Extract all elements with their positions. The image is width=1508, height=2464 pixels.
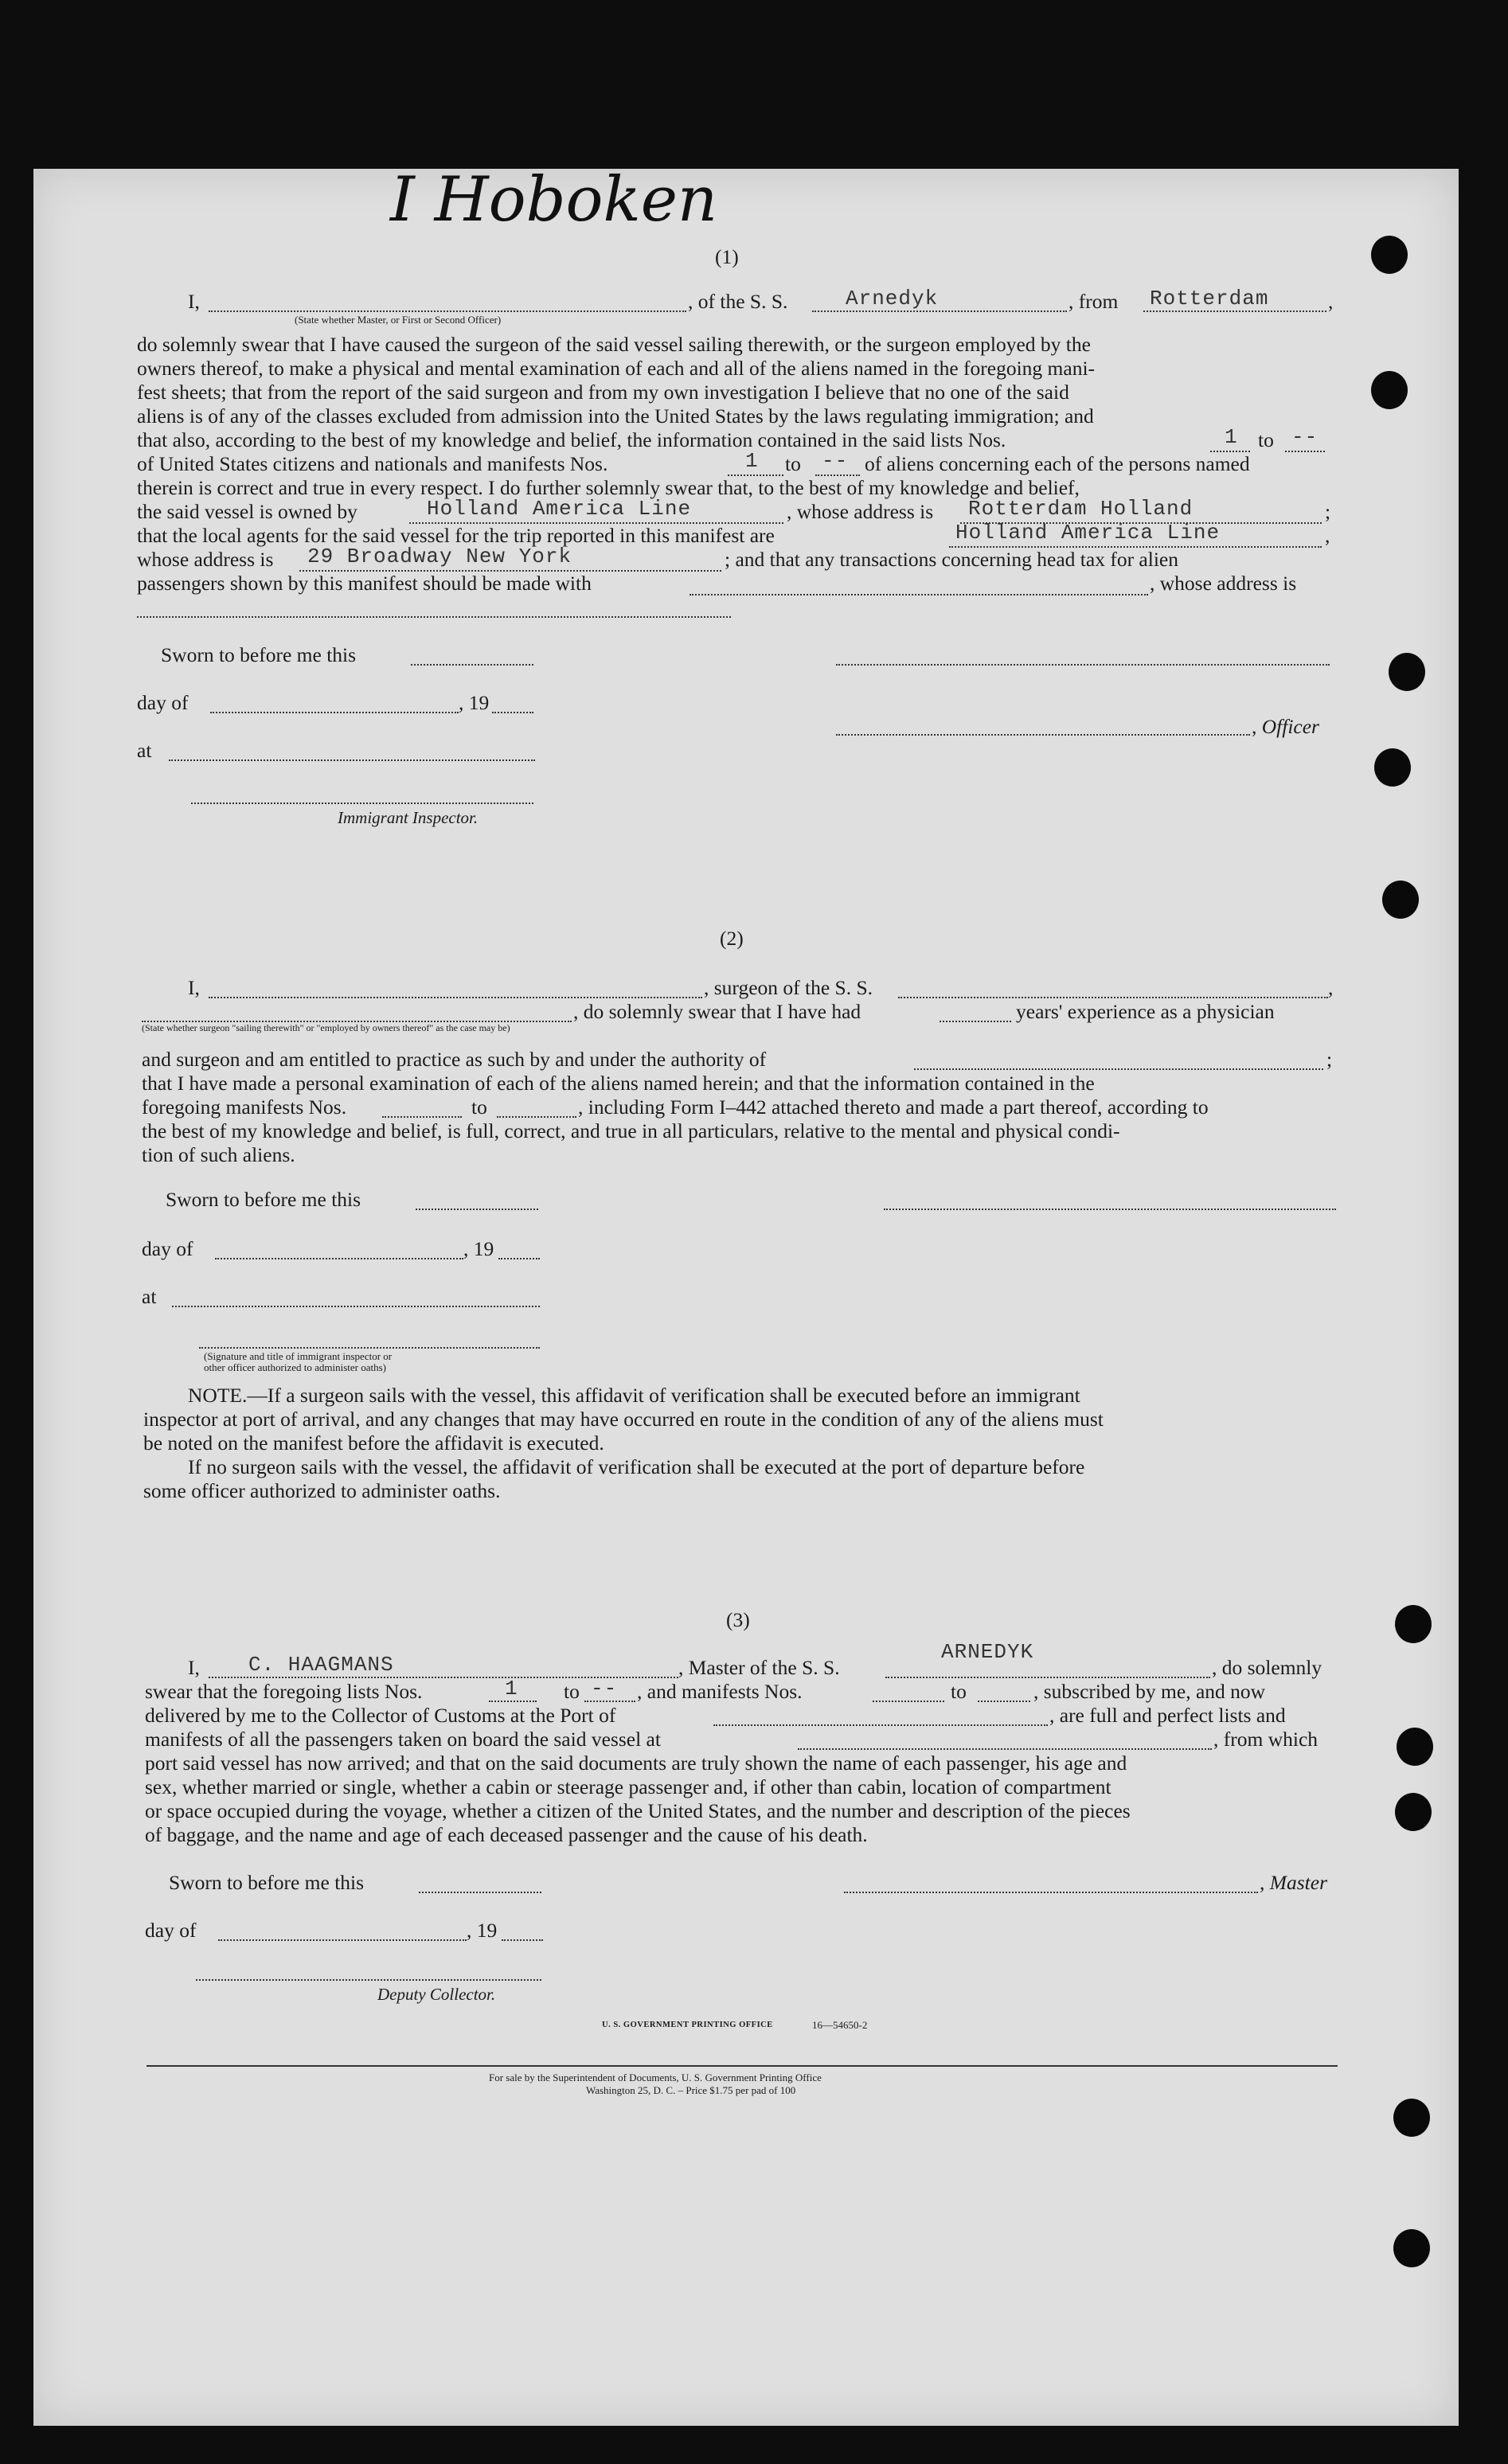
s1-vessel-line (812, 310, 1067, 312)
s2-inspector-sig-line (199, 1347, 540, 1349)
s1-intro-i: I, (188, 290, 200, 313)
s2-authority-line (914, 1068, 1323, 1070)
s1-to-2: to (785, 452, 801, 475)
s1-owner: Holland America Line (427, 497, 692, 521)
s3-day-line (218, 1939, 467, 1941)
punch-hole (1397, 1728, 1433, 1766)
s2-day-of: day of (142, 1237, 193, 1260)
s3-master-sig-line (844, 1892, 1258, 1893)
s3-port-line (713, 1724, 1048, 1726)
s1-officer-sig-line-2 (836, 734, 1250, 736)
s2-manifests-to-line (497, 1116, 576, 1118)
s3-line-3: delivered by me to the Collector of Customs at the Port of (145, 1704, 616, 1727)
s2-at-line (172, 1306, 540, 1307)
s1-semicolon: ; (1325, 500, 1331, 523)
s2-line-5: foregoing manifests Nos. (142, 1095, 347, 1119)
punch-hole (1371, 371, 1408, 409)
s3-intro-i: I, (188, 1656, 200, 1679)
s3-solemnly: , do solemnly (1212, 1656, 1322, 1679)
s2-sig-line (884, 1209, 1336, 1210)
s2-day-line (215, 1258, 463, 1259)
s1-port-line (1143, 310, 1326, 312)
s1-day-of: day of (137, 691, 189, 714)
s1-line-5: that also, according to the best of my knowledge and belief, the information contained in the said lists Nos. (137, 428, 1006, 451)
s3-line-2c: , subscribed by me, and now (1033, 1680, 1266, 1703)
s3-to-2: to (951, 1680, 967, 1703)
s3-line-6: sex, whether married or single, whether a cabin or steerage passenger and, if other than cabin, location of compartment (145, 1775, 1111, 1798)
s3-day-of: day of (145, 1919, 197, 1942)
s3-sworn-line (419, 1892, 541, 1893)
s2-comma: , (1328, 976, 1334, 999)
footer-gpo: U. S. GOVERNMENT PRINTING OFFICE (602, 2021, 773, 2029)
s1-line-4: aliens is of any of the classes excluded from admission into the United States by the laws regulating immigration; and (137, 404, 1094, 428)
s3-line-3b: , are full and perfect lists and (1049, 1704, 1286, 1727)
s1-head-tax-address-line (137, 616, 731, 618)
s2-line-4: that I have made a personal examination of each of the aliens named herein; and that the information contained in the (142, 1072, 1095, 1095)
s1-owner-address: Rotterdam Holland (968, 497, 1194, 521)
s2-swear: , do solemnly swear that I have had (573, 1000, 861, 1023)
s1-at-line (169, 760, 535, 761)
s2-note-1: NOTE.—If a surgeon sails with the vessel, this affidavit of verification shall be executed before an immigrant (188, 1384, 1080, 1407)
s1-line-8b: , whose address is (787, 500, 934, 523)
s2-note-2: inspector at port of arrival, and any changes that may have occurred en route in the condition of any of the aliens must (143, 1408, 1104, 1431)
s1-port-from: Rotterdam (1150, 287, 1269, 310)
footer-rule (147, 2065, 1338, 2067)
punch-hole (1371, 236, 1408, 274)
s1-line-2: owners thereof, to make a physical and mental examination of each and all of the aliens named in the foregoing mani- (137, 357, 1096, 380)
s3-manifests-from-line (873, 1701, 944, 1702)
s1-year-line (492, 712, 533, 713)
s1-officer-label: , Officer (1252, 715, 1319, 738)
s2-line-5b: , including Form I–442 attached thereto and made a part thereof, according to (578, 1095, 1209, 1119)
s1-officer-sig-line-1 (836, 664, 1330, 666)
s2-line-3: and surgeon and am entitled to practice as such by and under the authority of (142, 1048, 767, 1071)
s3-lists-from: 1 (505, 1677, 518, 1701)
s1-agents: Holland America Line (955, 521, 1221, 545)
s3-line-5: port said vessel has now arrived; and that on the said documents are truly shown the name of each passenger, his age and (145, 1751, 1127, 1775)
s2-sworn: Sworn to before me this (166, 1188, 361, 1211)
s1-line-6: of United States citizens and nationals and manifests Nos. (137, 452, 608, 475)
s1-line-7: therein is correct and true in every respect. I do further solemnly swear that, to the best of my knowledge and belief, (137, 476, 1080, 499)
s2-line-7: tion of such aliens. (142, 1143, 295, 1166)
s3-manifests-to-line (978, 1701, 1030, 1702)
s1-of-ss: , of the S. S. (688, 290, 788, 313)
s2-sig-note-2: other officer authorized to administer oaths) (204, 1361, 386, 1373)
s1-officer-name-line (209, 310, 686, 312)
section-number-1: (1) (715, 245, 739, 268)
s2-years: years' experience as a physician (1016, 1000, 1275, 1023)
s2-years-line (940, 1021, 1011, 1022)
s3-deputy-sig-line (196, 1979, 541, 1981)
s1-lists-to: -- (1291, 425, 1319, 449)
handwritten-header: I Hoboken (390, 164, 718, 236)
s1-line-10: whose address is (137, 548, 274, 571)
punch-hole (1395, 1605, 1432, 1643)
s2-year-line (498, 1258, 540, 1259)
s3-to: to (564, 1680, 580, 1703)
punch-hole (1389, 653, 1425, 691)
s1-comma-2: , (1325, 524, 1330, 547)
s1-lists-to-line (1285, 451, 1325, 452)
s1-lists-from: 1 (1225, 425, 1238, 449)
s3-line-2: swear that the foregoing lists Nos. (145, 1680, 423, 1703)
s1-agents-address: 29 Broadway New York (307, 545, 572, 568)
footer-sale-2: Washington 25, D. C. – Price $1.75 per pad of 100 (586, 2084, 796, 2096)
s1-comma: , (1328, 290, 1334, 313)
s2-surgeon-of: , surgeon of the S. S. (704, 976, 873, 999)
s3-deputy-label: Deputy Collector. (377, 1985, 496, 2004)
footer-form-number: 16—54650-2 (812, 2019, 868, 2031)
punch-hole (1393, 2229, 1430, 2267)
s1-nineteen: , 19 (459, 691, 490, 714)
s1-line-3: fest sheets; that from the report of the said surgeon and from my own investigation I believe that no one of the said (137, 381, 1069, 404)
s3-sworn: Sworn to before me this (169, 1871, 365, 1894)
s2-state-note: (State whether surgeon "sailing therewith" or "employed by owners thereof" as the case may be) (142, 1022, 510, 1033)
footer-sale-1: For sale by the Superintendent of Documents, U. S. Government Printing Office (489, 2072, 822, 2083)
s3-master-name: C. HAAGMANS (248, 1653, 394, 1677)
s3-master-of: , Master of the S. S. (678, 1656, 840, 1679)
s1-manifests-to: -- (822, 449, 849, 473)
s3-lists-to: -- (591, 1677, 618, 1701)
s2-nineteen: , 19 (463, 1237, 494, 1260)
s1-state-note: (State whether Master, or First or Second Officer) (295, 314, 502, 326)
s3-year-line (502, 1939, 543, 1941)
s3-nineteen: , 19 (467, 1919, 498, 1942)
s3-line-4b: , from which (1213, 1728, 1319, 1751)
s1-line-11b: , whose address is (1150, 572, 1297, 595)
s3-vessel-line (885, 1677, 1210, 1678)
s1-head-tax-line (690, 594, 1148, 595)
s1-line-6b: of aliens concerning each of the persons named (865, 452, 1250, 475)
s2-to: to (471, 1095, 487, 1119)
s2-note-4: If no surgeon sails with the vessel, the affidavit of verification shall be executed at the port of departure before (188, 1455, 1085, 1478)
s3-line-2b: , and manifests Nos. (637, 1680, 803, 1703)
s2-line-6: the best of my knowledge and belief, is full, correct, and true in all particulars, relative to the mental and physical condi- (142, 1119, 1120, 1142)
s2-vessel-line (898, 997, 1328, 998)
section-number-2: (2) (720, 927, 744, 950)
s1-sworn: Sworn to before me this (161, 643, 357, 666)
s2-at: at (142, 1285, 157, 1308)
s3-line-4: manifests of all the passengers taken on board the said vessel at (145, 1728, 661, 1751)
s3-boarding-line (798, 1748, 1212, 1750)
s1-manifests-from: 1 (745, 449, 759, 473)
s1-day-line (210, 712, 459, 713)
s1-vessel-name: Arnedyk (846, 287, 939, 310)
s1-line-8: the said vessel is owned by (137, 500, 357, 523)
s3-master-label: , Master (1260, 1871, 1327, 1894)
s1-inspector-label: Immigrant Inspector. (338, 808, 479, 827)
s2-name-line (209, 997, 702, 998)
s1-line-1: do solemnly swear that I have caused the surgeon of the said vessel sailing therewith, or the surgeon employed by the (137, 333, 1091, 356)
s2-manifests-from-line (382, 1116, 462, 1118)
section-number-3: (3) (726, 1608, 750, 1631)
punch-hole (1395, 1793, 1432, 1831)
punch-hole (1374, 748, 1411, 787)
s1-from-label: , from (1068, 290, 1119, 313)
s2-semicolon: ; (1326, 1048, 1333, 1071)
s2-sig-note-1: (Signature and title of immigrant inspector or (204, 1350, 393, 1362)
s2-sworn-line (416, 1209, 538, 1210)
s3-lists-from-line (489, 1701, 537, 1702)
s3-lists-to-line (584, 1701, 635, 1702)
punch-hole (1382, 881, 1419, 919)
s3-vessel: ARNEDYK (941, 1640, 1034, 1664)
s2-note-5: some officer authorized to administer oaths. (143, 1479, 501, 1502)
s3-line-8: of baggage, and the name and age of each deceased passenger and the cause of his death. (145, 1823, 868, 1846)
s3-line-7: or space occupied during the voyage, whether a citizen of the United States, and the number and description of the pieces (145, 1799, 1131, 1822)
s2-intro-i: I, (188, 976, 200, 999)
s1-at: at (137, 739, 152, 762)
punch-hole (1393, 2099, 1430, 2137)
s1-line-11: passengers shown by this manifest should be made with (137, 572, 592, 595)
s1-line-9: that the local agents for the said vessel for the trip reported in this manifest are (137, 524, 775, 547)
s1-sworn-line (411, 664, 533, 666)
s1-to: to (1258, 428, 1274, 451)
s1-line-10b: ; and that any transactions concerning head tax for alien (725, 548, 1178, 571)
s1-inspector-sig-line (191, 802, 533, 804)
s2-note-3: be noted on the manifest before the affidavit is executed. (143, 1431, 604, 1455)
